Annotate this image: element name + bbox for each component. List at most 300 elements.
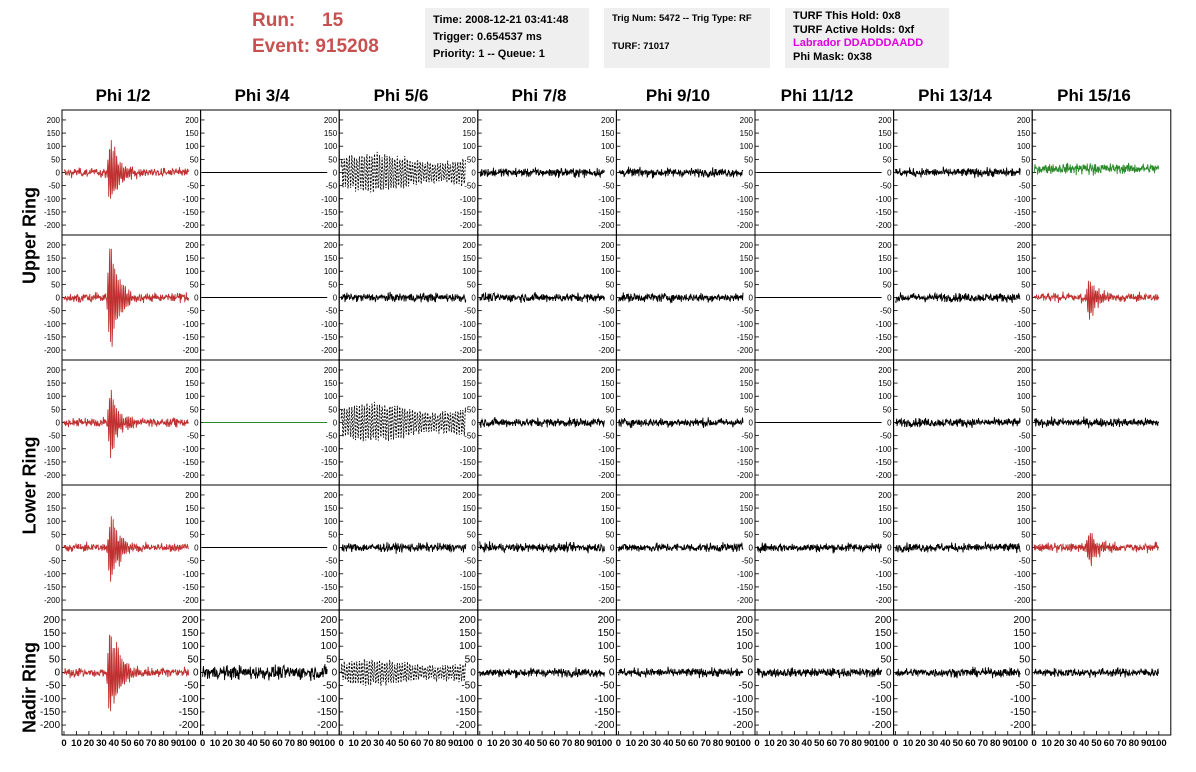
xtick-label-c2-4: 40	[385, 738, 397, 749]
ytick-label-r0-c3-7: -150	[459, 207, 476, 217]
ring-label-upper: Upper Ring	[19, 187, 40, 284]
ytick-label-r0-c5-2: 100	[739, 142, 753, 152]
ytick-label-r1-c3-4: 0	[471, 293, 476, 303]
ytick-label-r2-c7-0: 200	[1016, 365, 1031, 375]
waveform-r1-c6	[896, 292, 1021, 303]
waveform-r0-c4	[618, 167, 743, 179]
waveform-r2-c7	[1034, 417, 1159, 429]
xtick-label-c1-1: 10	[209, 738, 221, 749]
ytick-label-r4-c6-2: 100	[874, 641, 892, 653]
ytick-label-r4-c4-2: 100	[597, 641, 615, 653]
ytick-label-r3-c3-3: 50	[466, 530, 476, 540]
ytick-label-r1-c6-4: 0	[887, 293, 892, 303]
ytick-label-r3-c1-1: 150	[185, 504, 199, 514]
ytick-label-r3-c0-5: -50	[48, 556, 60, 566]
ytick-label-r2-c2-8: -200	[321, 471, 338, 481]
waveform-r0-c0	[64, 140, 189, 199]
ytick-label-r1-c6-3: 50	[882, 280, 892, 290]
xtick-label-c6-5: 50	[952, 738, 964, 749]
xtick-label-c0-4: 40	[108, 738, 120, 749]
ytick-label-r4-c6-1: 150	[874, 628, 892, 640]
ytick-label-r4-c2-5: -50	[322, 680, 338, 692]
xtick-label-c2-5: 50	[398, 738, 409, 749]
waveform-r2-c6	[896, 417, 1021, 428]
trig-num-text: Trig Num: 5472 -- Trig Type: RF	[612, 13, 752, 24]
ytick-label-r2-c2-5: -50	[325, 431, 338, 441]
xtick-label-c0-0: 0	[61, 738, 67, 749]
xtick-label-c7-4: 40	[1078, 738, 1090, 749]
ytick-label-r0-c7-2: 100	[1016, 142, 1031, 152]
xtick-label-c5-6: 60	[826, 738, 838, 749]
ytick-label-r2-c0-5: -50	[48, 431, 60, 441]
ytick-label-r3-c1-7: -150	[182, 582, 199, 592]
waveform-r0-c3	[480, 167, 605, 178]
ytick-label-r1-c7-5: -50	[1018, 306, 1031, 316]
ytick-label-r2-c3-2: 100	[462, 392, 476, 402]
ytick-label-r2-c4-7: -150	[598, 457, 615, 467]
xtick-label-c6-2: 20	[915, 738, 926, 749]
ytick-label-r4-c3-1: 150	[459, 628, 476, 640]
xtick-label-c0-7: 70	[145, 738, 157, 749]
ytick-label-r3-c2-0: 200	[323, 490, 338, 500]
ytick-label-r4-c0-0: 200	[43, 614, 60, 626]
ytick-label-r1-c5-2: 100	[739, 267, 753, 277]
ytick-label-r4-c5-7: -150	[732, 706, 753, 718]
ytick-label-r2-c3-4: 0	[471, 418, 476, 428]
waveform-r0-c6	[896, 167, 1021, 178]
ytick-label-r3-c4-4: 0	[609, 543, 615, 553]
ytick-label-r2-c0-4: 0	[55, 418, 60, 428]
xtick-label-c2-2: 20	[360, 738, 372, 749]
waveform-r0-c2	[341, 152, 466, 193]
xtick-label-c0-2: 20	[83, 738, 95, 749]
waveform-r3-c4	[618, 542, 743, 552]
xtick-label-c7-1: 10	[1041, 738, 1052, 749]
xtick-label-c2-9: 90	[448, 738, 459, 749]
xtick-label-c5-7: 70	[838, 738, 850, 749]
ytick-label-r2-c3-7: -150	[459, 457, 476, 467]
ytick-label-r1-c4-0: 200	[601, 240, 615, 250]
xtick-label-c3-3: 30	[511, 738, 523, 749]
waveform-r2-c0	[64, 390, 189, 458]
ytick-label-r4-c4-5: -50	[599, 680, 615, 692]
xtick-label-c4-7: 70	[700, 738, 711, 749]
ytick-label-r1-c5-7: -150	[736, 332, 753, 342]
ytick-label-r0-c0-5: -50	[48, 181, 60, 191]
ytick-label-r2-c7-4: 0	[1025, 418, 1031, 428]
xtick-label-c1-7: 70	[284, 738, 296, 749]
ytick-label-r3-c6-0: 200	[878, 490, 892, 500]
waveform-r2-c2	[341, 402, 466, 441]
ytick-label-r1-c3-3: 50	[466, 280, 476, 290]
ytick-label-r4-c1-4: 0	[193, 667, 199, 679]
ytick-label-r1-c2-2: 100	[323, 267, 338, 277]
ytick-label-r1-c4-8: -200	[598, 346, 615, 356]
xtick-label-c1-8: 80	[296, 738, 308, 749]
ytick-label-r0-c7-3: 50	[1021, 155, 1031, 165]
ytick-label-r2-c6-3: 50	[882, 405, 892, 415]
event-label: Event:	[252, 36, 311, 57]
ytick-label-r4-c4-8: -200	[594, 720, 615, 732]
xtick-label-c2-8: 80	[435, 738, 447, 749]
ytick-label-r2-c1-1: 150	[185, 379, 199, 389]
ytick-label-r1-c1-8: -200	[182, 346, 199, 356]
xtick-label-c7-10: 100	[1150, 738, 1167, 749]
xtick-label-c1-10: 100	[319, 738, 336, 749]
xtick-label-c3-10: 100	[596, 738, 613, 749]
ytick-label-r2-c5-1: 150	[739, 379, 753, 389]
ytick-label-r4-c0-5: -50	[45, 680, 60, 692]
ytick-label-r0-c2-1: 150	[323, 129, 338, 139]
ytick-label-r4-c7-2: 100	[1013, 641, 1031, 653]
ytick-label-r4-c2-8: -200	[317, 720, 338, 732]
xtick-label-c6-9: 90	[1002, 738, 1014, 749]
ytick-label-r1-c5-5: -50	[741, 306, 753, 316]
xtick-label-c5-2: 20	[776, 738, 788, 749]
ytick-label-r1-c2-5: -50	[325, 306, 338, 316]
ytick-label-r2-c0-2: 100	[46, 392, 60, 402]
ytick-label-r0-c3-5: -50	[464, 181, 476, 191]
ytick-label-r0-c2-6: -100	[321, 194, 338, 204]
xtick-label-c7-2: 20	[1053, 738, 1065, 749]
ytick-label-r1-c6-8: -200	[875, 346, 892, 356]
turf-active-holds-text: TURF Active Holds: 0xf	[793, 23, 915, 36]
ytick-label-r4-c1-5: -50	[184, 680, 199, 692]
waveform-r3-c6	[896, 542, 1021, 553]
xtick-label-c3-2: 20	[499, 738, 511, 749]
ytick-label-r1-c7-3: 50	[1021, 280, 1031, 290]
ytick-label-r4-c7-3: 50	[1019, 654, 1031, 666]
ytick-label-r3-c7-1: 150	[1016, 504, 1031, 514]
ytick-label-r2-c5-6: -100	[736, 444, 753, 454]
ytick-label-r2-c6-5: -50	[880, 431, 892, 441]
ytick-label-r4-c6-3: 50	[880, 654, 892, 666]
ytick-label-r4-c5-0: 200	[736, 614, 753, 626]
xtick-label-c4-4: 40	[662, 738, 674, 749]
ytick-label-r2-c7-7: -150	[1014, 457, 1031, 467]
ytick-label-r0-c7-5: -50	[1018, 181, 1031, 191]
ytick-label-r3-c2-7: -150	[321, 582, 338, 592]
ytick-label-r3-c0-1: 150	[46, 504, 60, 514]
xtick-label-c2-10: 100	[457, 738, 474, 749]
ytick-label-r2-c3-5: -50	[464, 431, 476, 441]
ytick-label-r3-c0-4: 0	[55, 543, 60, 553]
ytick-label-r4-c4-6: -100	[594, 693, 615, 705]
xtick-label-c5-8: 80	[851, 738, 862, 749]
ytick-label-r1-c5-8: -200	[736, 346, 753, 356]
ytick-label-r2-c3-6: -100	[459, 444, 476, 454]
waveform-r1-c0	[64, 249, 189, 347]
ytick-label-r3-c2-5: -50	[325, 556, 338, 566]
ytick-label-r4-c5-1: 150	[736, 628, 753, 640]
ytick-label-r1-c7-0: 200	[1016, 240, 1031, 250]
ytick-label-r4-c1-0: 200	[181, 614, 199, 626]
waveform-r3-c7	[1034, 533, 1159, 566]
run-value: 15	[322, 10, 344, 31]
xtick-label-c7-5: 50	[1091, 738, 1102, 749]
trigger-text: Trigger: 0.654537 ms	[433, 31, 542, 43]
ytick-label-r3-c4-0: 200	[601, 490, 615, 500]
ytick-label-r0-c4-6: -100	[598, 194, 615, 204]
ytick-label-r4-c7-1: 150	[1013, 628, 1031, 640]
ytick-label-r4-c0-7: -150	[39, 706, 60, 718]
ytick-label-r4-c5-4: 0	[747, 667, 753, 679]
ytick-label-r1-c7-4: 0	[1025, 293, 1031, 303]
ytick-label-r1-c1-7: -150	[182, 332, 199, 342]
ytick-label-r0-c3-3: 50	[466, 155, 476, 165]
ytick-label-r1-c0-2: 100	[46, 267, 60, 277]
ytick-label-r0-c7-1: 150	[1016, 129, 1031, 139]
xtick-label-c0-9: 90	[170, 738, 182, 749]
time-text: Time: 2008-12-21 03:41:48	[433, 14, 569, 26]
ytick-label-r0-c4-3: 50	[605, 155, 615, 165]
ytick-label-r1-c5-6: -100	[736, 319, 753, 329]
xtick-label-c4-10: 100	[735, 738, 751, 749]
ytick-label-r4-c4-4: 0	[608, 667, 615, 679]
ytick-label-r0-c3-0: 200	[462, 115, 476, 125]
ytick-label-r4-c2-4: 0	[331, 667, 338, 679]
ytick-label-r2-c4-5: -50	[602, 431, 615, 441]
ytick-label-r2-c1-4: 0	[194, 418, 199, 428]
ytick-label-r0-c7-4: 0	[1025, 168, 1031, 178]
ytick-label-r4-c1-2: 100	[181, 641, 199, 653]
ytick-label-r4-c3-7: -150	[455, 706, 476, 718]
ytick-label-r1-c6-7: -150	[875, 332, 892, 342]
ytick-label-r1-c6-1: 150	[878, 254, 892, 264]
ytick-label-r4-c6-8: -200	[871, 720, 892, 732]
xtick-label-c6-1: 10	[902, 738, 914, 749]
ytick-label-r2-c0-1: 150	[46, 379, 60, 389]
ytick-label-r1-c5-3: 50	[744, 280, 753, 290]
ytick-label-r2-c2-2: 100	[323, 392, 338, 402]
ytick-label-r1-c7-1: 150	[1016, 254, 1031, 264]
ytick-label-r4-c7-0: 200	[1013, 614, 1031, 626]
ytick-label-r2-c3-1: 150	[462, 379, 476, 389]
ytick-label-r4-c1-8: -200	[178, 720, 199, 732]
run-label: Run:	[252, 10, 296, 31]
ytick-label-r0-c5-8: -200	[736, 221, 753, 231]
ytick-label-r4-c0-4: 0	[54, 667, 60, 679]
ytick-label-r0-c7-6: -100	[1014, 194, 1031, 204]
ytick-label-r1-c7-7: -150	[1014, 332, 1031, 342]
col-header-3: Phi 5/6	[373, 86, 429, 105]
ytick-label-r4-c3-3: 50	[464, 654, 476, 666]
ytick-label-r4-c2-1: 150	[320, 628, 338, 640]
ytick-label-r0-c3-8: -200	[459, 221, 476, 231]
ytick-label-r4-c1-6: -100	[178, 693, 199, 705]
ytick-label-r1-c1-6: -100	[182, 319, 199, 329]
ytick-label-r4-c4-0: 200	[597, 614, 615, 626]
xtick-label-c7-8: 80	[1128, 738, 1140, 749]
ytick-label-r1-c0-8: -200	[43, 346, 60, 356]
ytick-label-r3-c7-3: 50	[1021, 530, 1031, 540]
waveform-r1-c3	[480, 292, 605, 303]
col-header-7: Phi 13/14	[918, 86, 992, 105]
waveform-r3-c5	[757, 543, 882, 554]
ytick-label-r3-c4-2: 100	[601, 517, 615, 527]
ytick-label-r3-c2-3: 50	[328, 530, 338, 540]
ytick-label-r2-c5-3: 50	[744, 405, 753, 415]
ytick-label-r0-c4-0: 200	[601, 115, 615, 125]
ytick-label-r0-c0-1: 150	[46, 129, 60, 139]
ytick-label-r3-c5-7: -150	[736, 582, 753, 592]
xtick-label-c1-0: 0	[199, 738, 206, 749]
ytick-label-r2-c7-8: -200	[1014, 471, 1031, 481]
col-header-1: Phi 1/2	[95, 86, 151, 105]
col-header-5: Phi 9/10	[645, 86, 711, 105]
ytick-label-r3-c4-8: -200	[598, 596, 615, 606]
ytick-label-r0-c6-1: 150	[878, 129, 892, 139]
ytick-label-r4-c3-8: -200	[455, 720, 476, 732]
waveform-r3-c0	[64, 516, 189, 582]
ytick-label-r3-c6-4: 0	[887, 543, 892, 553]
ytick-label-r1-c3-5: -50	[464, 306, 476, 316]
ytick-label-r4-c7-7: -150	[1010, 706, 1031, 718]
ytick-label-r0-c3-2: 100	[462, 142, 476, 152]
ytick-label-r3-c6-3: 50	[882, 530, 892, 540]
xtick-label-c4-1: 10	[625, 738, 637, 749]
ytick-label-r1-c7-2: 100	[1016, 267, 1031, 277]
ytick-label-r3-c0-8: -200	[43, 596, 60, 606]
ytick-label-r4-c4-1: 150	[597, 628, 615, 640]
ytick-label-r4-c6-4: 0	[886, 667, 892, 679]
xtick-label-c7-7: 70	[1116, 738, 1127, 749]
ytick-label-r3-c0-2: 100	[46, 517, 60, 527]
ytick-label-r0-c2-3: 50	[328, 155, 338, 165]
xtick-label-c6-7: 70	[977, 738, 989, 749]
xtick-label-c4-0: 0	[615, 738, 622, 749]
ytick-label-r1-c1-0: 200	[185, 240, 199, 250]
ytick-label-r1-c5-0: 200	[739, 240, 753, 250]
ytick-label-r4-c6-5: -50	[877, 680, 892, 692]
ytick-label-r0-c0-0: 200	[46, 115, 60, 125]
ytick-label-r0-c4-1: 150	[601, 129, 615, 139]
ytick-label-r0-c5-6: -100	[736, 194, 753, 204]
ytick-label-r1-c0-1: 150	[46, 254, 60, 264]
xtick-label-c6-8: 80	[989, 738, 1001, 749]
waveform-r2-c3	[480, 417, 605, 428]
ytick-label-r3-c7-5: -50	[1018, 556, 1031, 566]
ytick-label-r1-c0-6: -100	[43, 319, 60, 329]
ytick-label-r1-c7-8: -200	[1014, 346, 1031, 356]
xtick-label-c5-5: 50	[814, 738, 825, 749]
ytick-label-r4-c2-6: -100	[317, 693, 338, 705]
ytick-label-r3-c0-7: -150	[43, 582, 60, 592]
ytick-label-r0-c0-7: -150	[43, 207, 60, 217]
ytick-label-r3-c4-6: -100	[598, 569, 615, 579]
turf-this-hold-text: TURF This Hold: 0x8	[793, 10, 901, 22]
ytick-label-r2-c1-0: 200	[185, 365, 199, 375]
ytick-label-r2-c1-2: 100	[185, 392, 199, 402]
ytick-label-r0-c4-8: -200	[598, 221, 615, 231]
xtick-label-c3-5: 50	[536, 738, 548, 749]
ytick-label-r2-c7-6: -100	[1014, 444, 1031, 454]
ytick-label-r4-c2-7: -150	[317, 706, 338, 718]
ytick-label-r2-c0-8: -200	[43, 471, 60, 481]
ytick-label-r2-c5-8: -200	[736, 471, 753, 481]
ytick-label-r1-c2-1: 150	[323, 254, 338, 264]
ytick-label-r4-c5-5: -50	[738, 680, 753, 692]
ytick-label-r4-c7-5: -50	[1015, 680, 1031, 692]
ytick-label-r2-c7-5: -50	[1018, 431, 1031, 441]
waveform-r4-c1	[203, 664, 328, 681]
ytick-label-r2-c0-0: 200	[46, 365, 60, 375]
ytick-label-r1-c6-2: 100	[878, 267, 892, 277]
ytick-label-r0-c5-0: 200	[739, 115, 753, 125]
ytick-label-r2-c0-6: -100	[43, 444, 60, 454]
ytick-label-r3-c6-7: -150	[875, 582, 892, 592]
ytick-label-r4-c2-2: 100	[320, 641, 338, 653]
ytick-label-r2-c3-3: 50	[466, 405, 476, 415]
ytick-label-r4-c6-7: -150	[871, 706, 892, 718]
panel-frame-r0-c7	[1032, 110, 1171, 235]
ytick-label-r4-c5-2: 100	[736, 641, 753, 653]
ytick-label-r0-c6-4: 0	[887, 168, 892, 178]
waveform-r3-c2	[341, 542, 466, 554]
xtick-label-c5-1: 10	[764, 738, 775, 749]
ytick-label-r1-c2-7: -150	[321, 332, 338, 342]
ytick-label-r3-c5-4: 0	[748, 543, 753, 553]
ytick-label-r2-c4-4: 0	[609, 418, 615, 428]
xtick-label-c6-3: 30	[927, 738, 939, 749]
ytick-label-r0-c1-7: -150	[182, 207, 199, 217]
ytick-label-r1-c1-2: 100	[185, 267, 199, 277]
xtick-label-c0-8: 80	[158, 738, 169, 749]
ytick-label-r2-c5-7: -150	[736, 457, 753, 467]
ytick-label-r0-c5-5: -50	[741, 181, 753, 191]
ytick-label-r3-c6-5: -50	[880, 556, 892, 566]
ytick-label-r1-c4-7: -150	[598, 332, 615, 342]
waveform-r4-c2	[341, 659, 466, 686]
ytick-label-r2-c2-6: -100	[321, 444, 338, 454]
ytick-label-r1-c0-0: 200	[46, 240, 60, 250]
ytick-label-r0-c1-2: 100	[185, 142, 199, 152]
ytick-label-r4-c0-2: 100	[43, 641, 60, 653]
ytick-label-r2-c6-4: 0	[887, 418, 892, 428]
xtick-label-c3-7: 70	[561, 738, 573, 749]
col-header-2: Phi 3/4	[234, 86, 290, 105]
ytick-label-r1-c6-6: -100	[875, 319, 892, 329]
ytick-label-r0-c2-2: 100	[323, 142, 338, 152]
ytick-label-r2-c6-8: -200	[875, 471, 892, 481]
xtick-label-c2-3: 30	[373, 738, 384, 749]
xtick-label-c1-6: 60	[272, 738, 283, 749]
ytick-label-r3-c7-7: -150	[1014, 582, 1031, 592]
ytick-label-r2-c6-0: 200	[878, 365, 892, 375]
ytick-label-r0-c0-3: 50	[51, 155, 60, 165]
ytick-label-r3-c5-5: -50	[741, 556, 753, 566]
col-header-8: Phi 15/16	[1057, 86, 1131, 105]
ytick-label-r0-c3-6: -100	[459, 194, 476, 204]
ytick-label-r0-c3-4: 0	[471, 168, 476, 178]
ytick-label-r3-c0-0: 200	[46, 490, 60, 500]
ytick-label-r3-c7-0: 200	[1016, 490, 1031, 500]
ytick-label-r4-c0-1: 150	[43, 628, 60, 640]
ytick-label-r2-c2-4: 0	[332, 418, 338, 428]
ytick-label-r0-c1-6: -100	[182, 194, 199, 204]
xtick-label-c4-8: 80	[712, 738, 724, 749]
ytick-label-r3-c3-7: -150	[459, 582, 476, 592]
ytick-label-r1-c2-0: 200	[323, 240, 338, 250]
xtick-label-c5-4: 40	[801, 738, 813, 749]
ytick-label-r3-c3-1: 150	[462, 504, 476, 514]
waveform-r0-c7	[1034, 163, 1159, 176]
ytick-label-r0-c1-0: 200	[185, 115, 199, 125]
ring-label-lower: Lower Ring	[19, 436, 40, 535]
xtick-label-c1-4: 40	[247, 738, 258, 749]
priority-text: Priority: 1 -- Queue: 1	[433, 48, 545, 60]
ytick-label-r2-c6-1: 150	[878, 379, 892, 389]
